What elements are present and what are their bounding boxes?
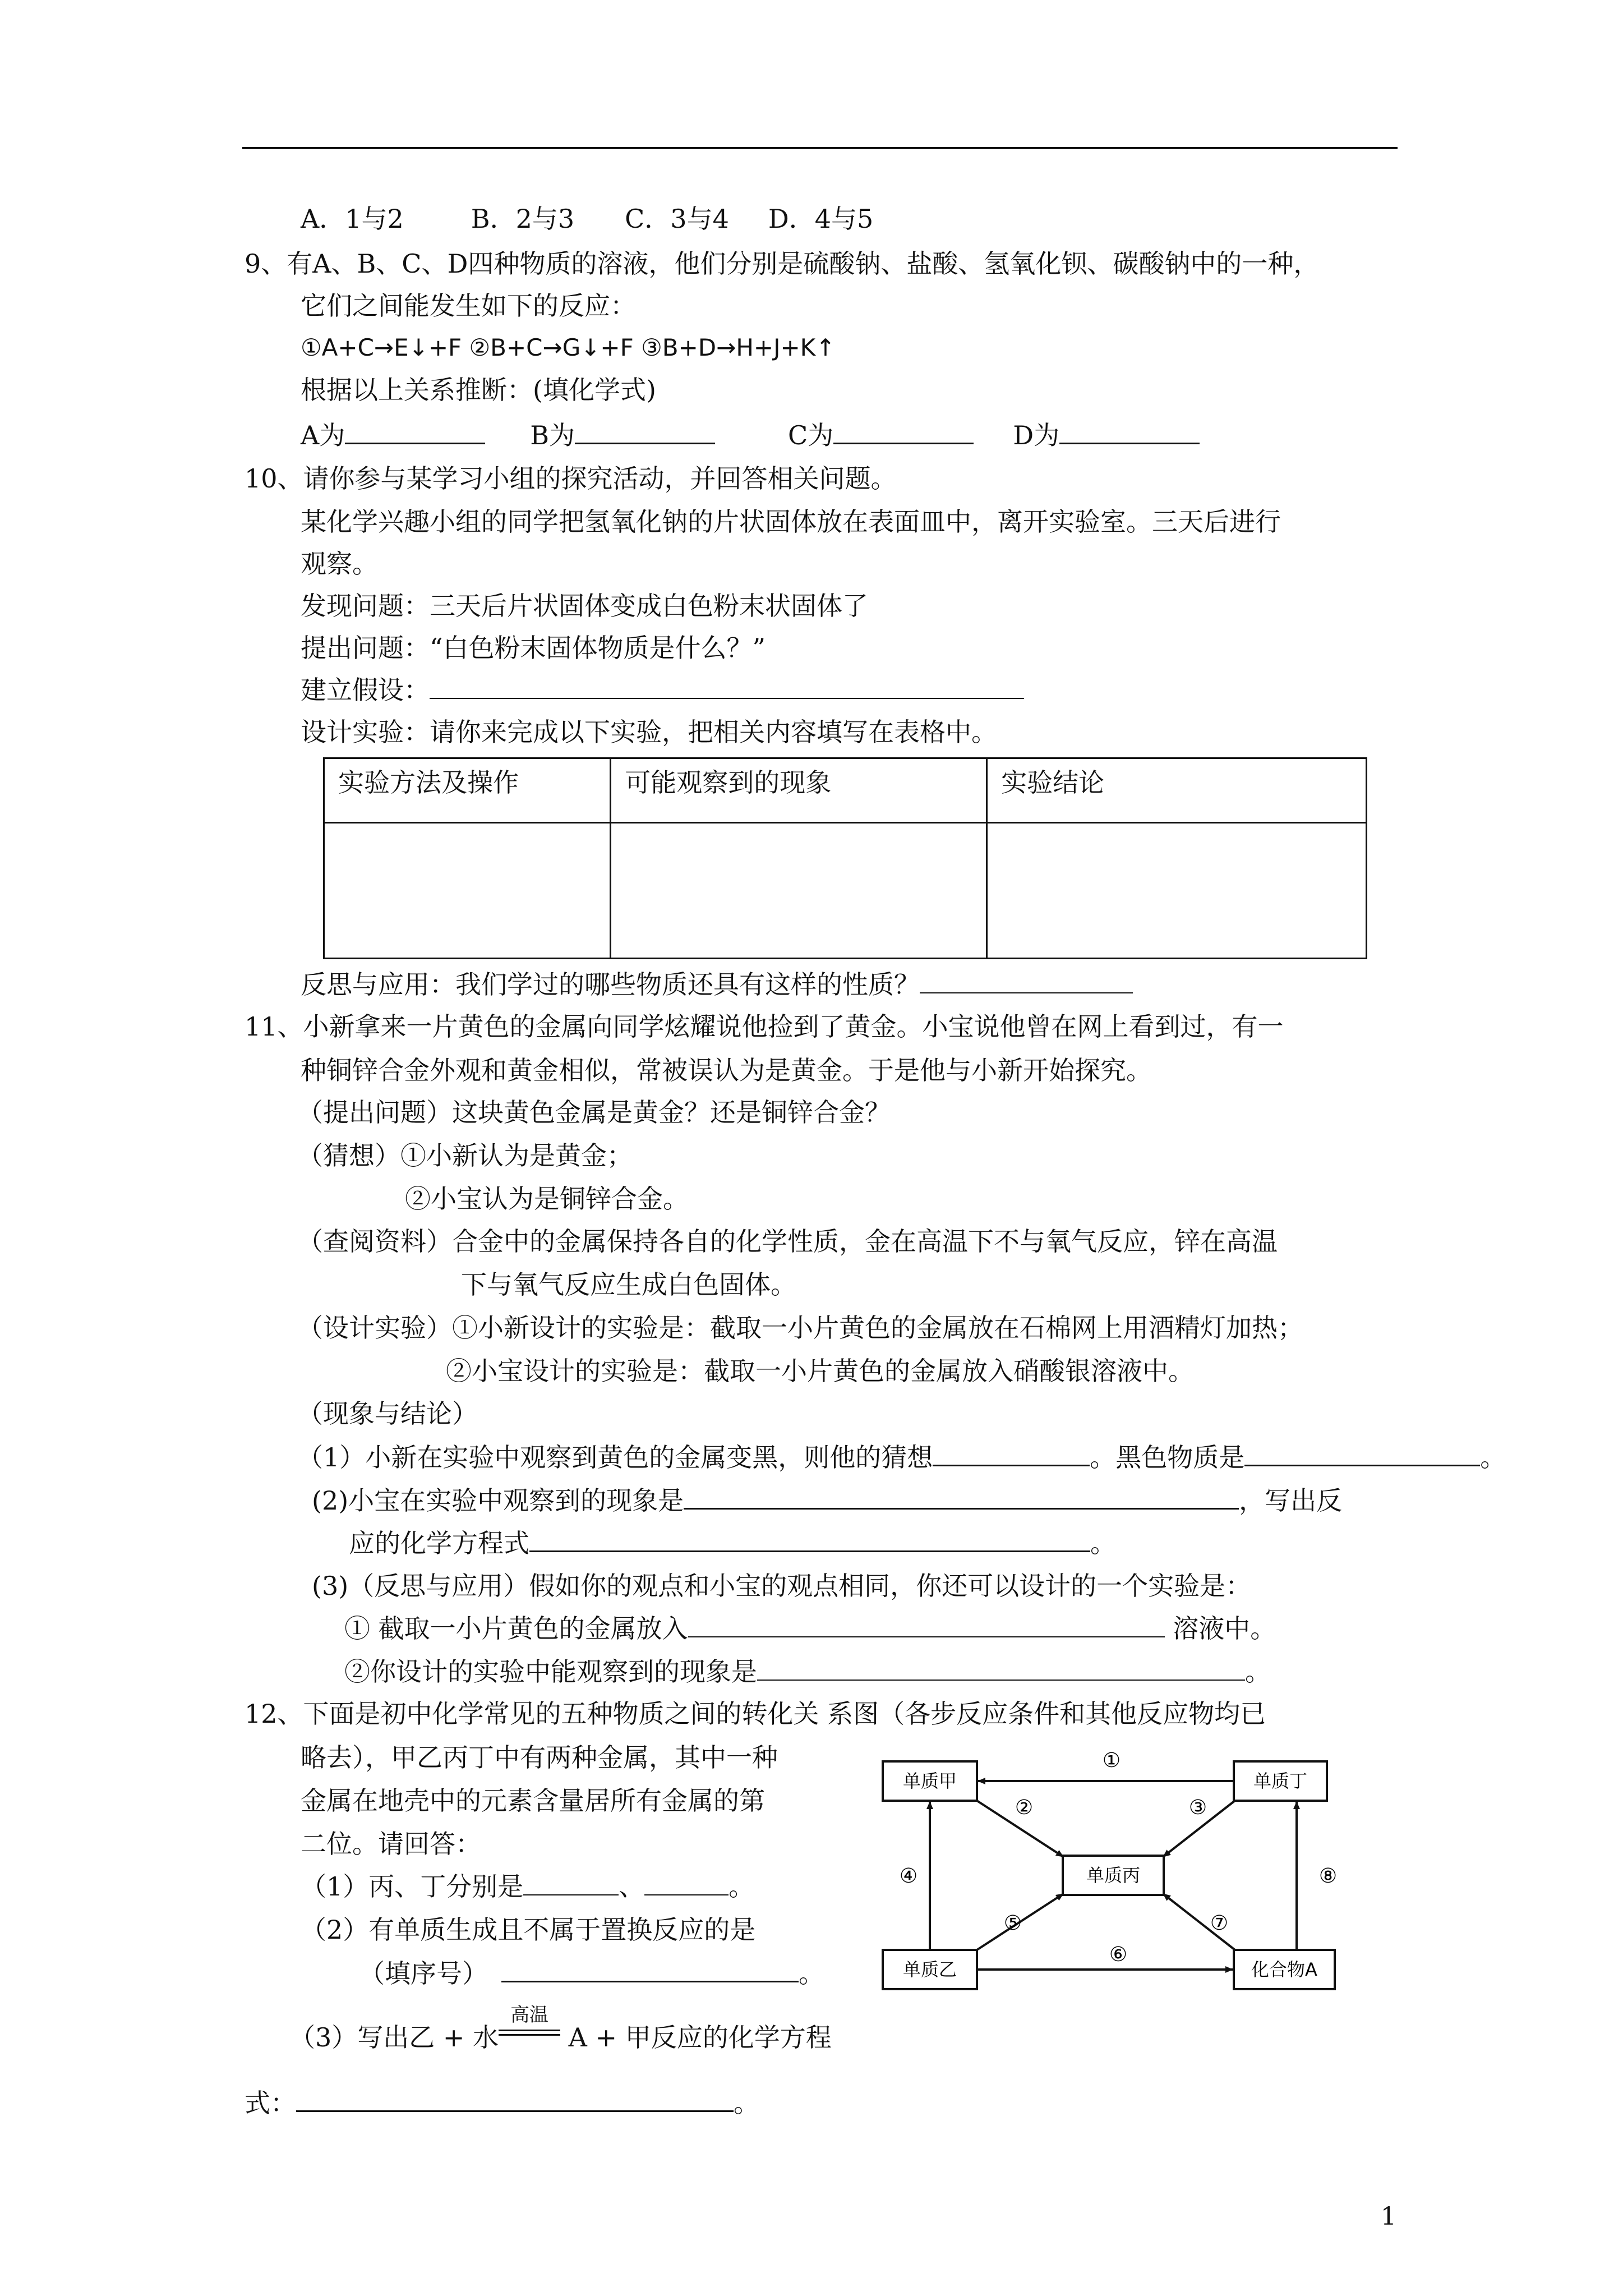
q10-line2: 某化学兴趣小组的同学把氢氧化钠的片状固体放在表面皿中，离开实验室。三天后进行 (301, 507, 1281, 537)
q11-line4: （猜想）①小新认为是黄金； (297, 1140, 633, 1171)
q10-hypothesis-blank[interactable] (430, 673, 1024, 699)
q11-equation-period: 。 (1090, 1528, 1116, 1558)
q12-fill-number-text: （填序号） (359, 1958, 488, 1989)
table-cell-observation[interactable] (611, 823, 987, 959)
q9-fill-b-label: B为 (530, 420, 575, 450)
q11-line3: （提出问题）这块黄色金属是黄金？还是铜锌合金？ (297, 1097, 891, 1128)
q10-line5: 提出问题：“白色粉末固体物质是什么？” (301, 633, 766, 663)
q10-reflection-blank[interactable] (920, 968, 1133, 993)
q11-line11 (297, 1440, 1506, 1474)
q12-line8 (289, 2004, 832, 2054)
q11-guess-blank[interactable] (933, 1440, 1090, 1466)
q11-equation-blank[interactable] (529, 1526, 1090, 1552)
q11-bao-phenomenon-text: (2)小宝在实验中观察到的现象是 (312, 1485, 684, 1516)
q12-reaction-text: （3）写出乙 + 水 (289, 2022, 499, 2053)
q11-line6: （查阅资料）合金中的金属保持各自的化学性质，金在高温下不与氧气反应，锌在高温 (297, 1226, 1278, 1257)
q12-bing-blank[interactable] (523, 1870, 619, 1895)
header-rule (242, 147, 1398, 149)
q11-guess-text: （1）小新在实验中观察到黄色的金属变黑，则他的猜想 (297, 1442, 933, 1473)
table-cell-conclusion[interactable] (987, 823, 1367, 959)
q11-solution-blank[interactable] (688, 1612, 1165, 1637)
option-a: A．1与2 (301, 204, 404, 234)
q10-line8 (301, 968, 1133, 1001)
node-compound-a: 化合物A (1251, 1959, 1317, 1980)
q12-comma: 、 (619, 1871, 645, 1902)
q11-line2: 种铜锌合金外观和黄金相似，常被误认为是黄金。于是他与小新开始探究。 (301, 1055, 1152, 1085)
q12-line6: （2）有单质生成且不属于置换反应的是 (301, 1915, 756, 1945)
conversion-diagram (880, 1727, 1368, 1996)
q11-line8: （设计实验）①小新设计的实验是：截取一小片黄色的金属放在石棉网上用酒精灯加热； (297, 1313, 1303, 1343)
table-header-conclusion: 实验结论 (987, 758, 1367, 823)
q9-fill-c-blank[interactable] (833, 418, 974, 444)
step-5: ⑤ (1003, 1912, 1022, 1935)
q11-line9: ②小宝设计的实验是：截取一小片黄色的金属放入硝酸银溶液中。 (446, 1356, 1194, 1386)
q9-fill-b-blank[interactable] (575, 418, 715, 444)
q9-fill-a-blank[interactable] (345, 418, 485, 444)
step-8: ⑧ (1318, 1865, 1338, 1888)
q12-ding-blank[interactable] (644, 1870, 728, 1895)
q10-hypothesis-label: 建立假设： (301, 675, 430, 705)
q11-line5: ②小宝认为是铜锌合金。 (405, 1184, 689, 1214)
q12-equation-label: 式： (245, 2088, 296, 2118)
q11-observe-blank[interactable] (757, 1655, 1245, 1681)
q9-line1: 9、有A、B、C、D四种物质的溶液，他们分别是硫酸钠、盐酸、氢氧化钡、碳酸钠中的一种， (245, 249, 1320, 279)
condition-label: 高温 (510, 2004, 549, 2026)
q12-line9 (245, 2086, 759, 2120)
experiment-table (323, 757, 1367, 959)
q12-period-1: 。 (728, 1871, 755, 1902)
q10-line7: 设计实验：请你来完成以下实验，把相关内容填写在表格中。 (301, 717, 997, 747)
q10-line6 (301, 673, 1024, 707)
q12-equation-blank[interactable] (296, 2086, 734, 2112)
q12-bing-ding-text: （1）丙、丁分别是 (301, 1871, 524, 1902)
q12-reaction-text-2: A + 甲反应的化学方程 (560, 2022, 832, 2053)
node-ding: 单质丁 (1253, 1770, 1308, 1792)
q12-period-2: 。 (799, 1958, 824, 1989)
q11-line1: 11、小新拿来一片黄色的金属向同学炫耀说他捡到了黄金。小宝说他曾在网上看到过，有一 (245, 1011, 1284, 1042)
table-cell-method[interactable] (324, 823, 611, 959)
answer-options (301, 202, 873, 236)
q11-solution-suffix: 溶液中。 (1164, 1613, 1276, 1644)
q11-observe-text: ②你设计的实验中能观察到的现象是 (344, 1657, 757, 1687)
q11-bao-phenomenon-blank[interactable] (684, 1483, 1239, 1510)
q11-observe-period: 。 (1245, 1657, 1271, 1687)
high-temp-condition (499, 2004, 560, 2046)
page-number: 1 (1381, 2202, 1396, 2231)
q11-equation-text: 应的化学方程式 (349, 1528, 529, 1558)
step-1: ① (1102, 1749, 1121, 1772)
q11-period: 。 (1480, 1442, 1506, 1473)
q11-black-text: 。黑色物质是 (1090, 1442, 1245, 1473)
step-3: ③ (1188, 1796, 1207, 1819)
q11-line10: （现象与结论） (297, 1398, 478, 1429)
node-bing: 单质丙 (1086, 1865, 1141, 1886)
q11-line12 (312, 1483, 1342, 1517)
q11-black-blank[interactable] (1244, 1440, 1480, 1466)
q9-fill-a-label: A为 (301, 420, 345, 450)
q9-fill-d-blank[interactable] (1059, 418, 1200, 444)
q9-fill-c-label: C为 (788, 420, 834, 450)
q12-line7 (359, 1956, 824, 1990)
step-2: ② (1015, 1796, 1034, 1819)
q9-line4: 根据以上关系推断：(填化学式) (301, 375, 656, 405)
step-4: ④ (899, 1865, 918, 1888)
q11-line16 (344, 1655, 1271, 1688)
table-header-method: 实验方法及操作 (324, 758, 611, 823)
q10-line4: 发现问题：三天后片状固体变成白色粉末状固体了 (301, 591, 868, 621)
q10-line3: 观察。 (301, 549, 378, 579)
node-jia: 单质甲 (902, 1770, 957, 1792)
node-yi: 单质乙 (902, 1959, 957, 1980)
q12-line4: 二位。请回答： (301, 1829, 481, 1859)
q12-line3: 金属在地壳中的元素含量居所有金属的第 (301, 1786, 765, 1816)
q11-line7: 下与氧气反应生成白色固体。 (461, 1269, 796, 1300)
q9-reactions: ①A+C→E↓+F ②B+C→G↓+F ③B+D→H+J+K↑ (301, 334, 836, 361)
q11-line15 (344, 1612, 1276, 1645)
step-7: ⑦ (1210, 1912, 1229, 1935)
q11-line14: (3)（反思与应用）假如你的观点和小宝的观点相同，你还可以设计的一个实验是： (312, 1571, 1252, 1601)
q9-fill-line (301, 418, 1200, 452)
option-d: D．4与5 (768, 204, 874, 234)
q11-write-text: ，写出反 (1239, 1485, 1343, 1516)
q12-fill-number-blank[interactable] (501, 1956, 799, 1982)
q12-line2: 略去），甲乙丙丁中有两种金属，其中一种 (301, 1742, 778, 1773)
table-header-observation: 可能观察到的现象 (611, 758, 987, 823)
option-b: B．2与3 (471, 204, 575, 234)
q10-line1: 10、请你参与某学习小组的探究活动，并回答相关问题。 (245, 463, 897, 494)
q12-line1: 12、下面是初中化学常见的五种物质之间的转化关 系图（各步反应条件和其他反应物均已 (245, 1699, 1266, 1729)
q12-period-3: 。 (734, 2088, 759, 2118)
q11-line13 (349, 1526, 1116, 1560)
q9-line2: 它们之间能发生如下的反应： (301, 291, 636, 321)
q12-line5 (301, 1870, 754, 1903)
q9-fill-d-label: D为 (1013, 420, 1060, 450)
q10-reflection-label: 反思与应用：我们学过的哪些物质还具有这样的性质？ (301, 969, 920, 1000)
q11-solution-text: ① 截取一小片黄色的金属放入 (344, 1613, 688, 1644)
step-6: ⑥ (1109, 1943, 1128, 1966)
option-c: C．3与4 (625, 204, 729, 234)
